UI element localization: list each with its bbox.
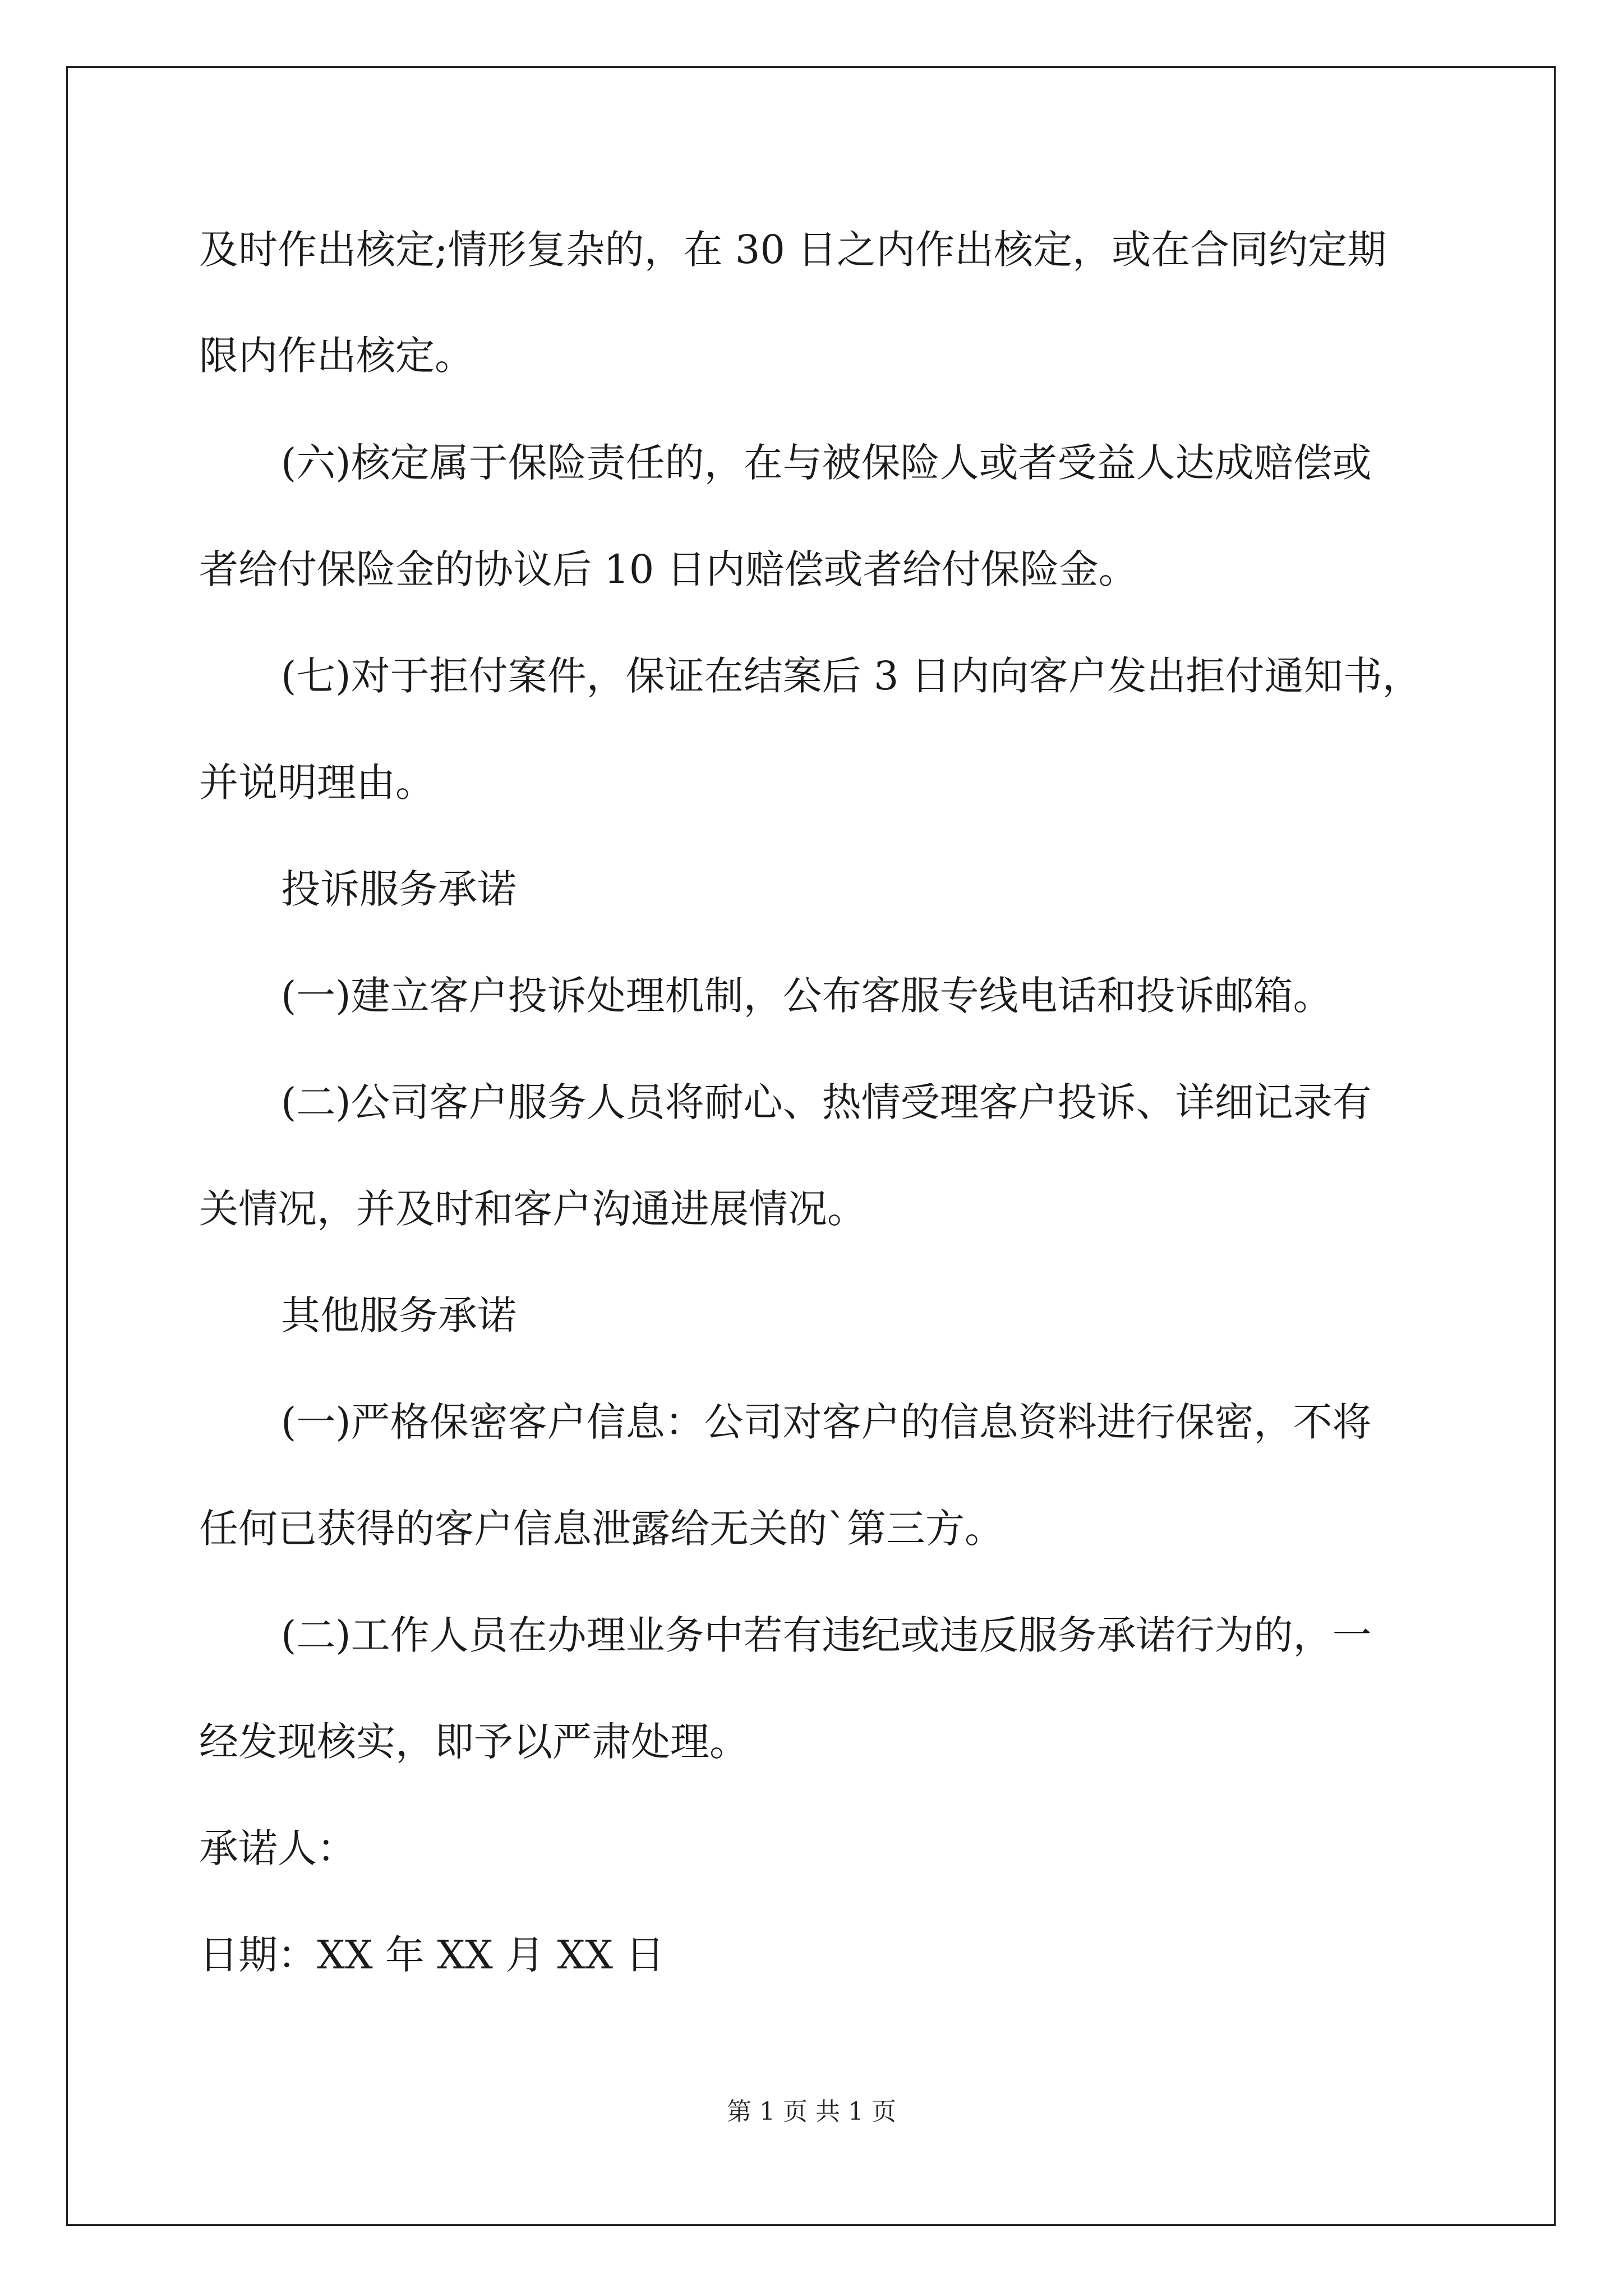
text-line: 限内作出核定。 bbox=[199, 333, 474, 379]
text-line: (一)严格保密客户信息：公司对客户的信息资料进行保密，不将 bbox=[281, 1399, 1372, 1445]
text-line: (七)对于拒付案件，保证在结案后 3 日内向客户发出拒付通知书， bbox=[281, 653, 1422, 699]
text-line: 经发现核实，即予以严肃处理。 bbox=[199, 1719, 749, 1765]
section-heading: 投诉服务承诺 bbox=[281, 866, 517, 912]
signer-line: 承诺人： bbox=[199, 1825, 356, 1871]
text-line: (二)公司客户服务人员将耐心、热情受理客户投诉、详细记录有 bbox=[281, 1079, 1372, 1125]
text-line: 关情况，并及时和客户沟通进展情况。 bbox=[199, 1186, 866, 1232]
text-line: (一)建立客户投诉处理机制，公布客服专线电话和投诉邮箱。 bbox=[281, 973, 1332, 1019]
page-border bbox=[66, 66, 1556, 2226]
text-line: (六)核定属于保险责任的，在与被保险人或者受益人达成赔偿或 bbox=[281, 440, 1372, 486]
date-line: 日期：XX 年 XX 月 XX 日 bbox=[199, 1932, 665, 1978]
text-line: 任何已获得的客户信息泄露给无关的`第三方。 bbox=[199, 1506, 1004, 1552]
text-line: 及时作出核定;情形复杂的，在 30 日之内作出核定，或在合同约定期 bbox=[199, 227, 1387, 273]
page-footer: 第 1 页 共 1 页 bbox=[727, 2097, 896, 2126]
text-line: (二)工作人员在办理业务中若有违纪或违反服务承诺行为的，一 bbox=[281, 1612, 1372, 1658]
section-heading: 其他服务承诺 bbox=[281, 1292, 517, 1338]
text-line: 并说明理由。 bbox=[199, 760, 435, 806]
text-line: 者给付保险金的协议后 10 日内赔偿或者给付保险金。 bbox=[199, 546, 1138, 592]
